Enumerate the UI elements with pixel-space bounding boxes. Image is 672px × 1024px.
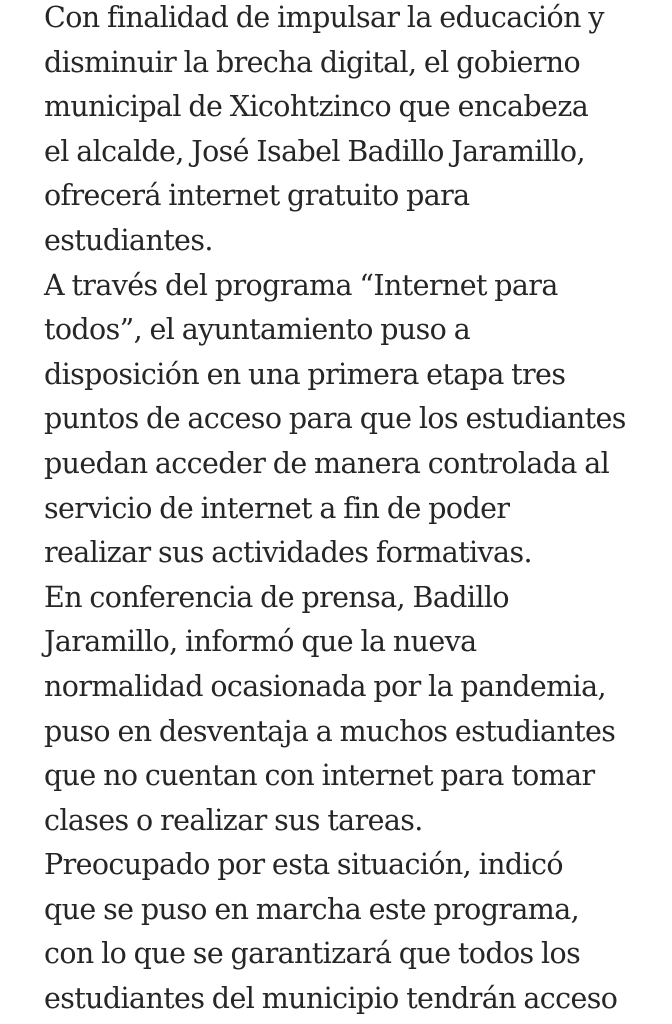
text-line: disminuir la brecha digital, el gobierno xyxy=(44,45,581,79)
paragraph-2 xyxy=(44,264,664,576)
text-line: estudiantes. xyxy=(44,223,213,257)
text-line: servicio de internet a fin de poder xyxy=(44,491,510,525)
text-line: que se puso en marcha este programa, xyxy=(44,892,580,926)
text-line: A través del programa “Internet para xyxy=(44,268,558,302)
text-line: normalidad ocasionada por la pandemia, xyxy=(44,669,606,703)
text-line: estudiantes del municipio tendrán acceso xyxy=(44,982,618,1016)
article-body xyxy=(44,0,664,1022)
text-line: Jaramillo, informó que la nueva xyxy=(44,625,477,659)
text-line: clases o realizar sus tareas. xyxy=(44,803,423,837)
text-line: En conferencia de prensa, Badillo xyxy=(44,580,509,614)
text-line: puntos de acceso para que los estudiantes xyxy=(44,402,626,436)
text-line: que no cuentan con internet para tomar xyxy=(44,759,595,793)
text-line: disposición en una primera etapa tres xyxy=(44,357,566,391)
text-line: Preocupado por esta situación, indicó xyxy=(44,848,563,882)
text-line: realizar sus actividades formativas. xyxy=(44,536,532,570)
paragraph-3 xyxy=(44,576,664,844)
text-line: municipal de Xicohtzinco que encabeza xyxy=(44,90,589,124)
text-line: Con finalidad de impulsar la educación y xyxy=(44,1,604,34)
text-line: ofrecerá internet gratuito para xyxy=(44,179,470,213)
text-line: todos”, el ayuntamiento puso a xyxy=(44,313,471,347)
text-line: puso en desventaja a muchos estudiantes xyxy=(44,714,616,748)
paragraph-1 xyxy=(44,0,664,264)
text-line: puedan acceder de manera controlada al xyxy=(44,446,610,480)
paragraph-4 xyxy=(44,843,664,1021)
text-line: con lo que se garantizará que todos los xyxy=(44,937,581,971)
text-line: el alcalde, José Isabel Badillo Jaramillo, xyxy=(44,134,585,168)
